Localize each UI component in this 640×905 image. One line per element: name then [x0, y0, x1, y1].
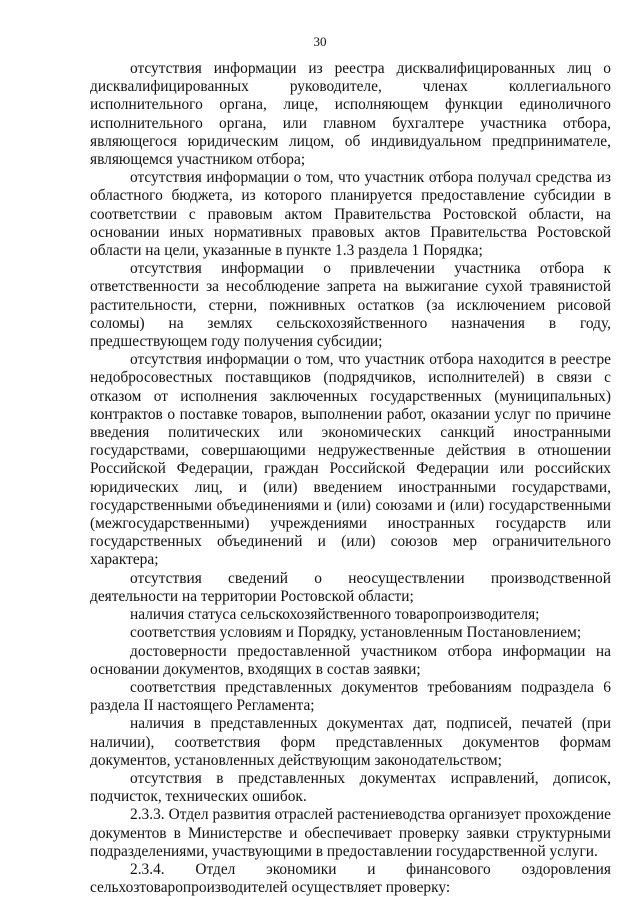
paragraph-producer-status: наличия статуса сельскохозяйственного товаропроизводителя;: [130, 606, 540, 624]
paragraph-conditions-compliance: соответствия условиям и Порядку, установленным Постановлением;: [130, 624, 582, 642]
paragraph-unreliable-suppliers-registry: отсутствия информации о том, что участник отбора находится в реестре недобросовестных поставщиков (подрядчиков, исполнителей) в связи с отказом от исполнения заключенных государственных (муниципальных) контрактов о поставке товаров, выполнении работ, оказании услуг по причине введения политических или экономических санкций иностранными государствами, совершающими недружественные действия в отношении Российской Федерации, граждан Российской Федерации или российских юридических лиц, и (или) введением иностранными государствами, государственными объединениями и (или) союзами и (или) государственными (межгосударственными) учреждениями иностранных государств или государственных объединений и (или) союзов мер ограничительного характера;: [90, 351, 611, 569]
paragraph-dates-signatures-seals: наличия в представленных документах дат, подписей, печатей (при наличии), соответствия форм представленных документов формам документов, установленных действующим законодательством;: [90, 715, 611, 769]
page-number: 30: [313, 34, 327, 49]
paragraph-disqualified-registry: отсутствия информации из реестра дисквалифицированных лиц о дисквалифицированных руководителе, членах коллегиального исполнительного органа, лице, исполняющем функции единоличного исполнительного органа, или главном бухгалтере участника отбора, являющегося юридическим лицом, об индивидуальном предпринимателе, являющемся участником отбора;: [90, 60, 611, 169]
paragraph-regional-budget-funds: отсутствия информации о том, что участник отбора получал средства из областного бюджета, из которого планируется предоставление субсидии в соответствии с правовым актом Правительства Ростовской области, на основании иных нормативных правовых актов Правительства Ростовской области на цели, указанные в пункте 1.3 раздела 1 Порядка;: [90, 169, 611, 260]
paragraph-section-2-3-4: 2.3.4. Отдел экономики и финансового оздоровления сельхозтоваропроизводителей осуществляет проверку:: [90, 860, 611, 897]
paragraph-information-reliability: достоверности предоставленной участником отбора информации на основании документов, входящих в состав заявки;: [90, 642, 611, 678]
paragraph-section-2-3-3: 2.3.3. Отдел развития отраслей растениеводства организует прохождение документов в Министерстве и обеспечивает проверку заявки структурными подразделениями, участвующими в предоставлении государственной услуги.: [90, 806, 611, 860]
document-body: [90, 60, 611, 897]
paragraph-documents-requirements: соответствия представленных документов требованиям подраздела 6 раздела II настоящего Регламента;: [90, 678, 611, 715]
paragraph-no-corrections: отсутствия в представленных документах исправлений, дописок, подчисток, технических ошибок.: [90, 769, 611, 806]
paragraph-production-activity: отсутствия сведений о неосуществлении производственной деятельности на территории Ростовской области;: [90, 569, 611, 605]
paragraph-burning-ban-liability: отсутствия информации о привлечении участника отбора к ответственности за несоблюдение запрета на выжигание сухой травянистой растительности, стерни, пожнивных остатков (за исключением рисовой соломы) на землях сельскохозяйственного назначения в году, предшествующем году получения субсидии;: [90, 260, 611, 351]
